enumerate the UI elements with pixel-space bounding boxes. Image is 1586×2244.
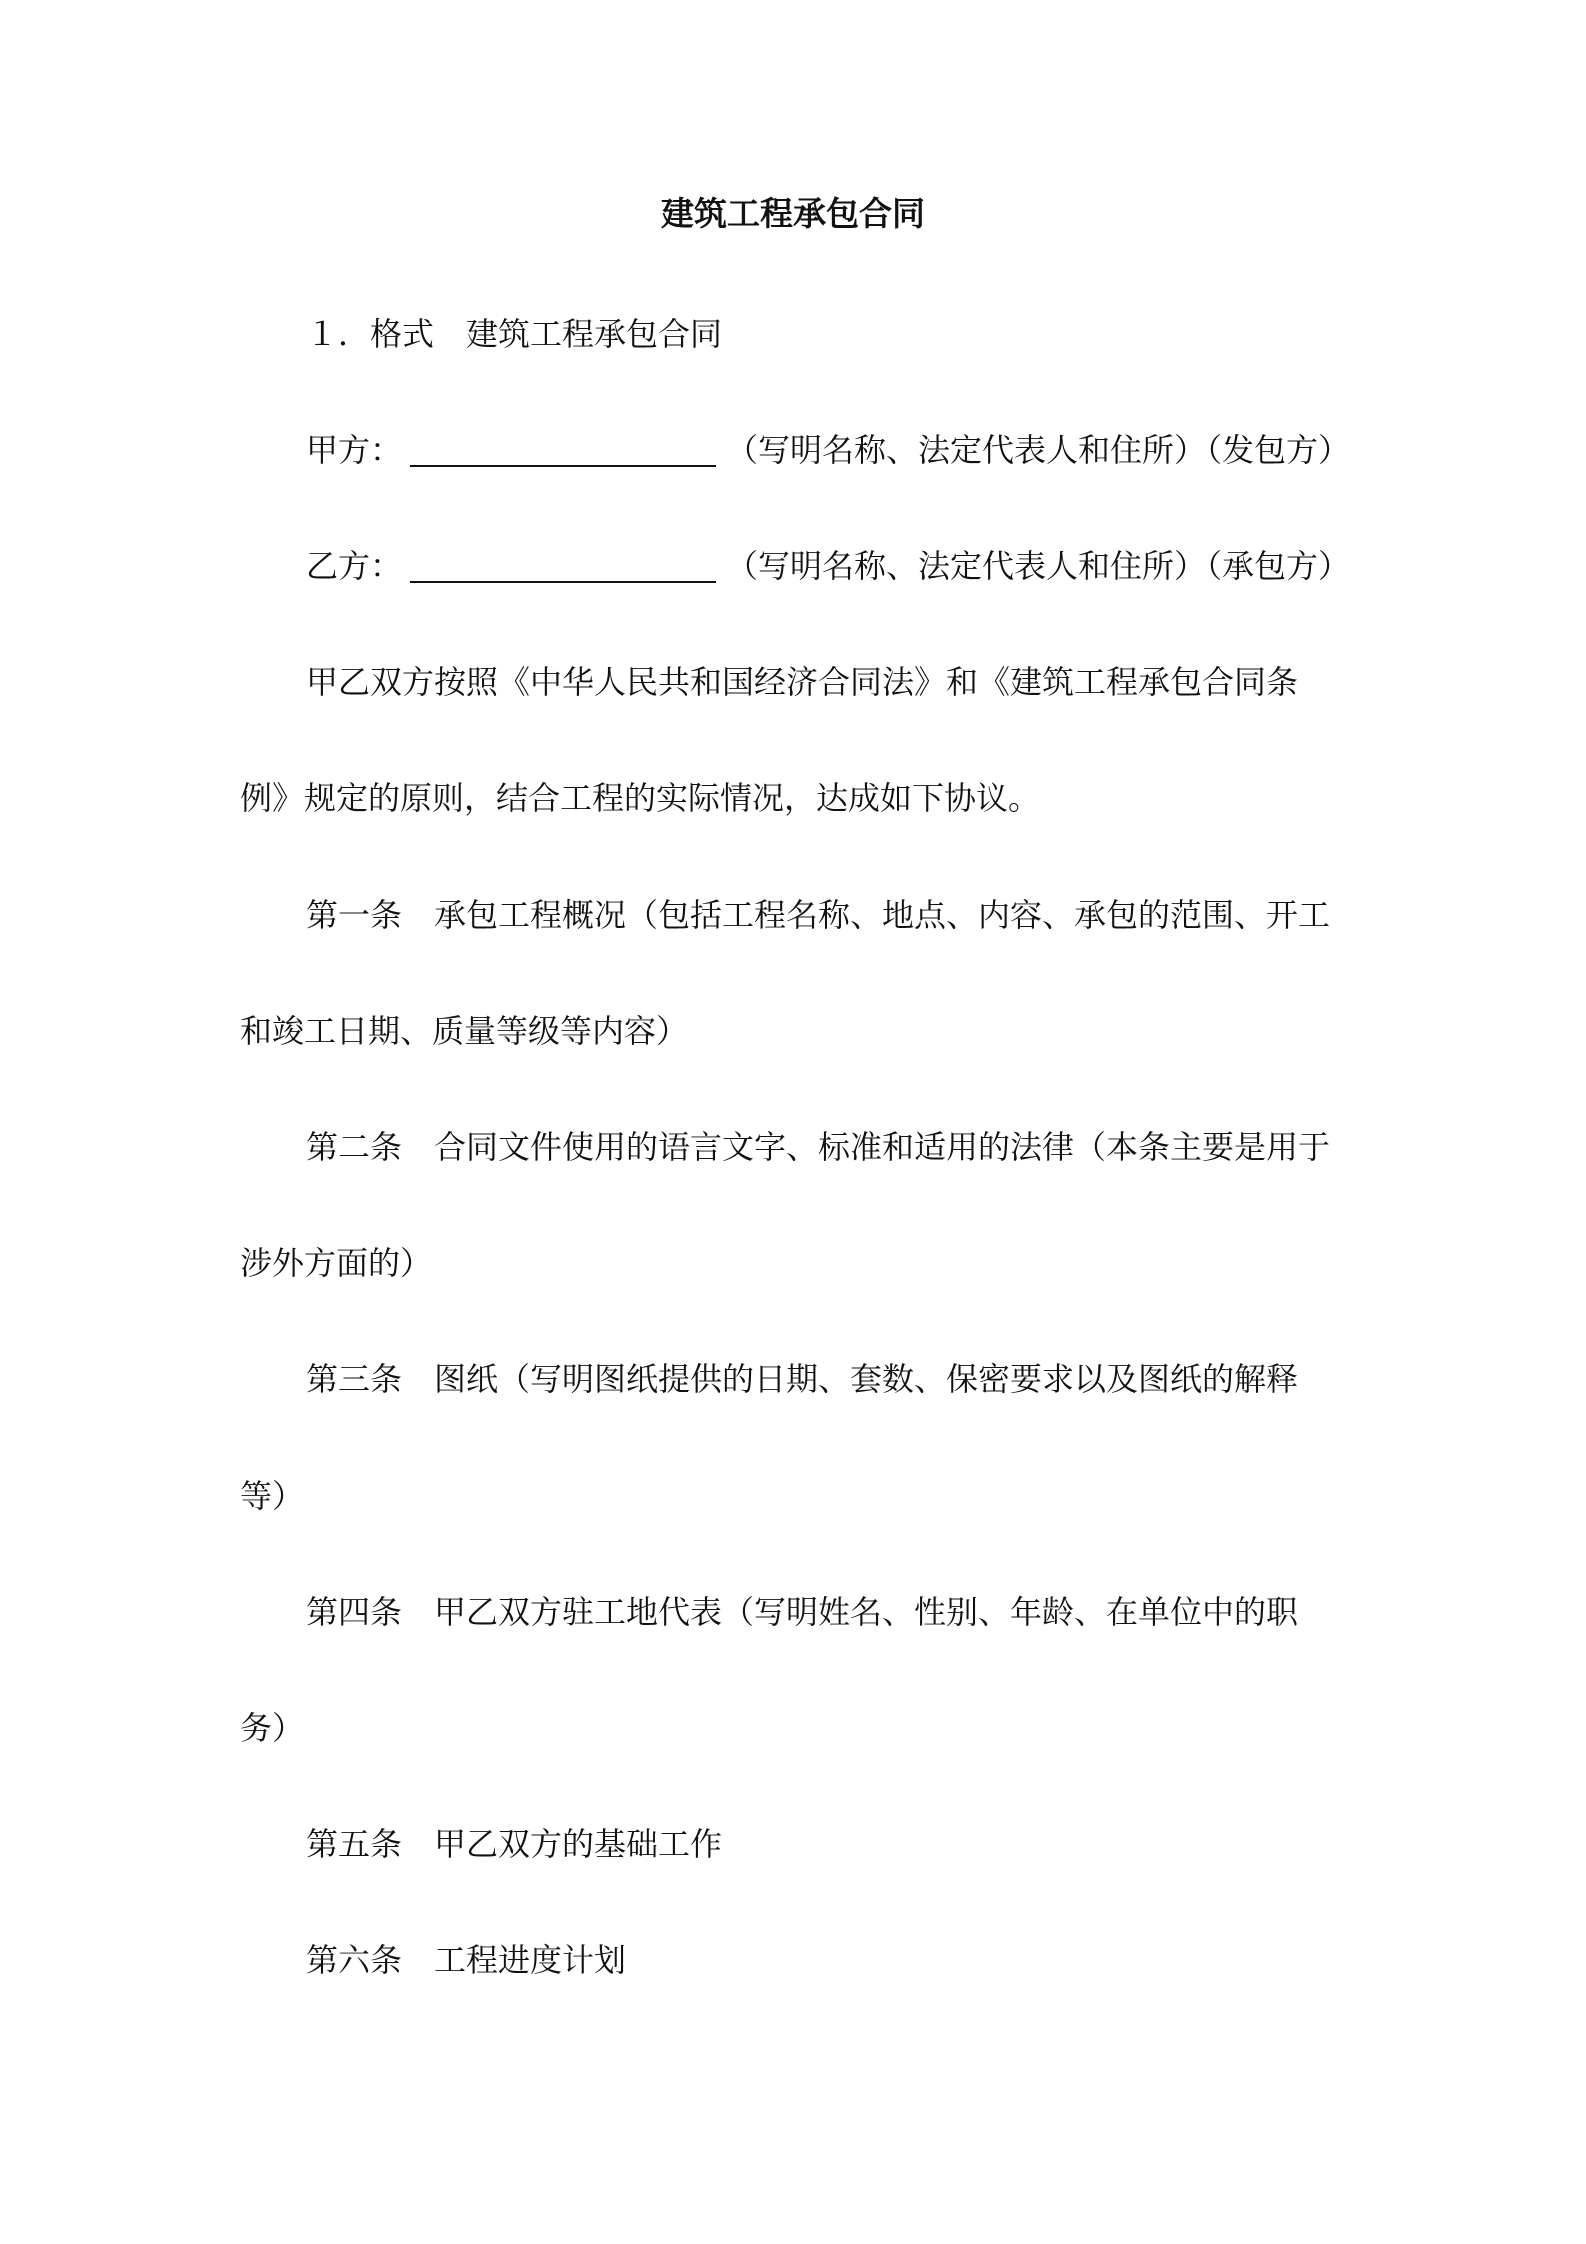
article-1-number: 第一条 <box>306 896 403 934</box>
article-6-text: 工程进度计划 <box>434 1941 627 1979</box>
article-4-text: 甲乙双方驻工地代表（写明姓名、性别、年龄、在单位中的职 <box>434 1593 1299 1631</box>
article-4-number: 第四条 <box>306 1593 403 1631</box>
article-1-line-2: 和竣工日期、质量等级等内容） <box>240 1012 689 1050</box>
article-5-line <box>306 1822 1416 1866</box>
article-3-line-2: 等） <box>240 1477 305 1515</box>
article-1-line-1 <box>306 893 1416 937</box>
format-number: １．格式 <box>306 315 435 353</box>
document-title: 建筑工程承包合同 <box>661 194 925 233</box>
article-2-line-2: 涉外方面的） <box>240 1244 433 1282</box>
preamble-line-1: 甲乙双方按照《中华人民共和国经济合同法》和《建筑工程承包合同条 <box>306 663 1299 701</box>
article-4-line-2: 务） <box>240 1709 305 1747</box>
article-4-line-1 <box>306 1590 1416 1634</box>
article-3-line-1 <box>306 1357 1416 1401</box>
article-2-text: 合同文件使用的语言文字、标准和适用的法律（本条主要是用于 <box>434 1128 1331 1166</box>
article-6-number: 第六条 <box>306 1941 403 1979</box>
party-b-label: 乙方： <box>306 547 403 585</box>
party-a-label: 甲方： <box>306 431 403 469</box>
article-1-text: 承包工程概况（包括工程名称、地点、内容、承包的范围、开工 <box>434 896 1331 934</box>
article-5-number: 第五条 <box>306 1825 403 1863</box>
format-text: 建筑工程承包合同 <box>466 315 723 353</box>
party-b-note: （写明名称、法定代表人和住所）（承包方） <box>726 547 1351 585</box>
party-a-blank <box>410 433 716 467</box>
preamble-line-2: 例》规定的原则，结合工程的实际情况，达成如下协议。 <box>240 779 1041 817</box>
article-3-text: 图纸（写明图纸提供的日期、套数、保密要求以及图纸的解释 <box>434 1360 1299 1398</box>
article-5-text: 甲乙双方的基础工作 <box>434 1825 723 1863</box>
party-a-note: （写明名称、法定代表人和住所）（发包方） <box>726 431 1351 469</box>
party-a-line <box>306 428 1416 472</box>
article-2-number: 第二条 <box>306 1128 403 1166</box>
party-b-blank <box>410 549 716 583</box>
article-3-number: 第三条 <box>306 1360 403 1398</box>
article-2-line-1 <box>306 1125 1416 1169</box>
article-6-line <box>306 1938 1416 1982</box>
format-line <box>306 312 1416 356</box>
party-b-line <box>306 544 1416 588</box>
